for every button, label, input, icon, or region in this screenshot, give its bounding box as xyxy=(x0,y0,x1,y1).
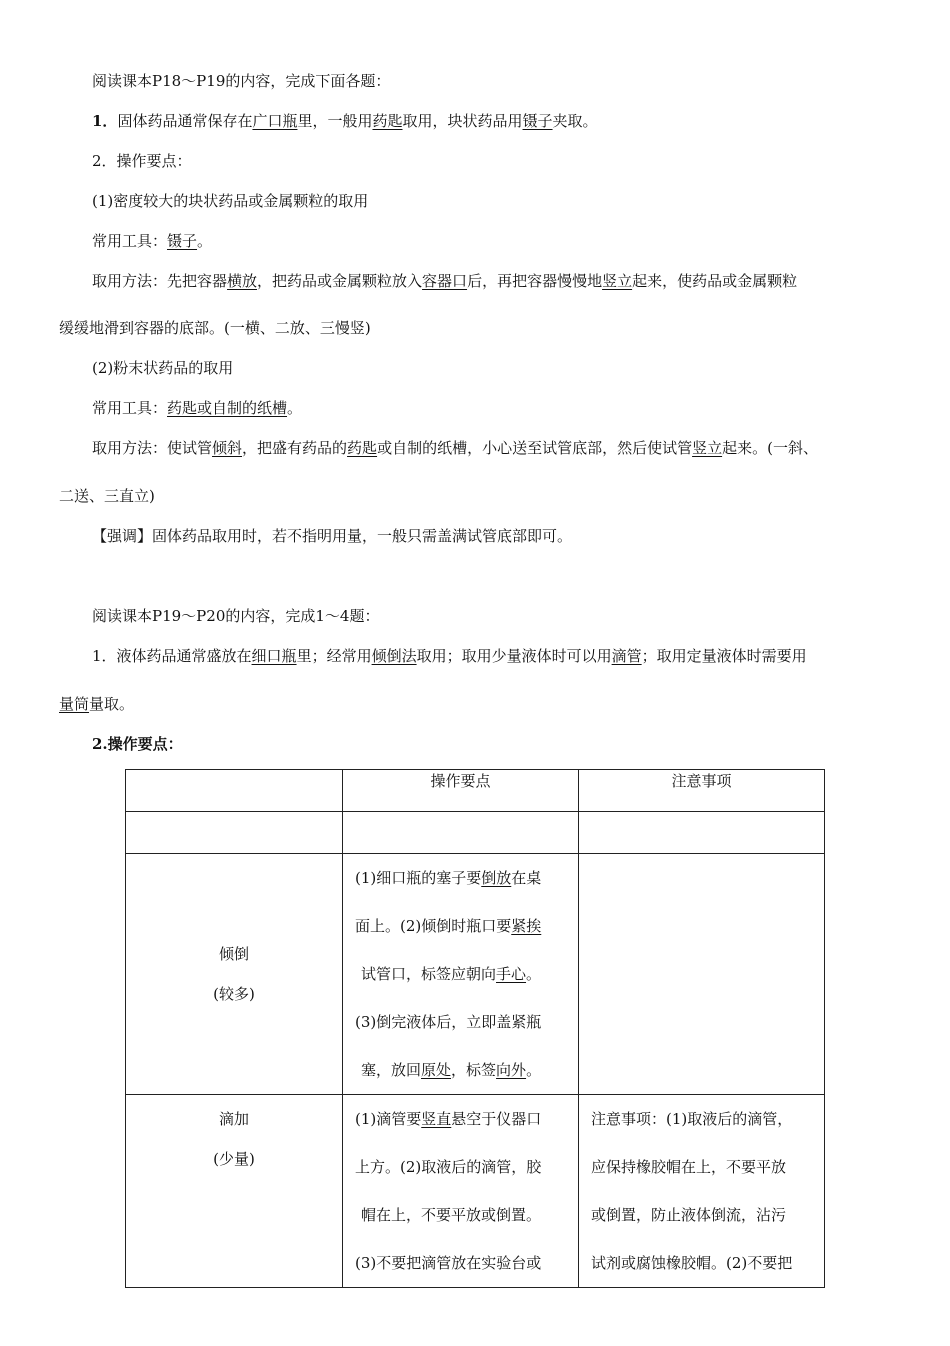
row-sublabel: (较多) xyxy=(213,985,255,1003)
answer-blank: 量筒 xyxy=(59,695,90,713)
cell-line: (3)不要把滴管放在实验台或 xyxy=(355,1254,542,1272)
q-text: 里；经常用 xyxy=(296,647,372,665)
cell-line: 注意事项：(1)取液后的滴管， xyxy=(591,1110,793,1128)
table-empty-row xyxy=(126,812,825,854)
sub1-method-cont: 缓缓地滑到容器的底部。(一横、二放、三慢竖) xyxy=(59,319,371,337)
section2-q1-cont xyxy=(59,694,134,714)
sub2-title: (2)粉末状药品的取用 xyxy=(92,359,234,377)
table-row-pour xyxy=(126,854,825,1095)
row-label-cell xyxy=(126,1095,343,1288)
operations-table xyxy=(125,769,825,1288)
row-label-cell xyxy=(126,854,343,1095)
sub1-title: (1)密度较大的块状药品或金属颗粒的取用 xyxy=(92,192,369,210)
answer-blank: 药匙 xyxy=(347,439,378,457)
notes-cell xyxy=(579,1095,825,1288)
cell-line: 塞，放回原处，标签向外。 xyxy=(361,1061,542,1079)
answer-blank: 向外 xyxy=(496,1061,527,1079)
answer-blank: 倾倒法 xyxy=(371,647,417,665)
q-text: 量取。 xyxy=(89,695,135,713)
sub2-method-cont: 二送、三直立) xyxy=(59,487,155,505)
empty-cell xyxy=(579,812,825,854)
q1-number: 1． xyxy=(92,112,118,130)
table-header-row xyxy=(126,770,825,812)
header-cell: 操作要点 xyxy=(343,770,579,812)
answer-blank: 容器口 xyxy=(422,272,468,290)
header-cell: 注意事项 xyxy=(579,770,825,812)
notes-cell xyxy=(579,854,825,1095)
empty-cell xyxy=(343,812,579,854)
section2-intro: 阅读课本P19～P20的内容，完成1～4题： xyxy=(92,607,380,625)
q-text: ；取用定量液体时需要用 xyxy=(641,647,807,665)
q-text: 取用；取用少量液体时可以用 xyxy=(416,647,612,665)
method-text: 后，再把容器慢慢地 xyxy=(467,272,603,290)
answer-blank: 横放 xyxy=(227,272,258,290)
operation-points-cell xyxy=(343,854,579,1095)
row-sublabel: (少量) xyxy=(213,1150,255,1168)
section1-q1 xyxy=(92,111,598,131)
answer-blank: 手心 xyxy=(496,965,527,983)
table-row-drop xyxy=(126,1095,825,1288)
operation-points-cell xyxy=(343,1095,579,1288)
sub1-tools xyxy=(92,231,212,251)
answer-blank: 倒放 xyxy=(481,869,512,887)
method-text: 或自制的纸槽，小心送至试管底部，然后使试管 xyxy=(377,439,693,457)
answer-blank: 药匙 xyxy=(372,112,403,130)
method-text: 起来，使药品或金属颗粒 xyxy=(632,272,798,290)
cell-line: (3)倒完液体后，立即盖紧瓶 xyxy=(355,1013,542,1031)
cell-line: 上方。(2)取液后的滴管，胶 xyxy=(355,1158,542,1176)
empty-cell xyxy=(126,812,343,854)
section2-q2-title: 2.操作要点： xyxy=(92,735,183,753)
cell-line: (1)滴管要竖直悬空于仪器口 xyxy=(355,1110,542,1128)
cell-line: 应保持橡胶帽在上，不要平放 xyxy=(591,1158,787,1176)
answer-blank: 竖立 xyxy=(602,272,633,290)
cell-line: 试管口，标签应朝向手心。 xyxy=(361,965,542,983)
tool-label: 常用工具： xyxy=(92,232,168,250)
answer-blank: 镊子 xyxy=(167,232,198,250)
cell-line: 试剂或腐蚀橡胶帽。(2)不要把 xyxy=(591,1254,793,1272)
answer-blank: 竖立 xyxy=(692,439,723,457)
answer-blank: 滴管 xyxy=(611,647,642,665)
q1-text-3: 取用，块状药品用 xyxy=(402,112,523,130)
answer-blank: 广口瓶 xyxy=(252,112,298,130)
sub2-method xyxy=(92,438,818,458)
sub1-method xyxy=(92,271,797,291)
row-label: 倾倒 xyxy=(218,945,249,963)
answer-blank: 竖直 xyxy=(421,1110,452,1128)
answer-blank: 细口瓶 xyxy=(251,647,297,665)
q1-text-4: 夹取。 xyxy=(552,112,598,130)
answer-blank: 倾斜 xyxy=(212,439,243,457)
method-text: ，把盛有药品的 xyxy=(242,439,348,457)
row-label: 滴加 xyxy=(218,1110,249,1128)
method-text: 起来。(一斜、 xyxy=(722,439,818,457)
section1-q2-title: 2．操作要点： xyxy=(92,152,192,170)
cell-line: (1)细口瓶的塞子要倒放在桌 xyxy=(355,869,542,887)
cell-line: 帽在上，不要平放或倒置。 xyxy=(361,1206,542,1224)
method-text: 取用方法：使试管 xyxy=(92,439,213,457)
q1-text-2: 里，一般用 xyxy=(297,112,373,130)
method-text: 取用方法：先把容器 xyxy=(92,272,228,290)
q1-text-1: 固体药品通常保存在 xyxy=(117,112,253,130)
sub2-tools xyxy=(92,398,302,418)
cell-line: 面上。(2)倾倒时瓶口要紧挨 xyxy=(355,917,542,935)
method-text: ，把药品或金属颗粒放入 xyxy=(257,272,423,290)
tool-label: 常用工具： xyxy=(92,399,168,417)
answer-blank: 紧挨 xyxy=(511,917,542,935)
tool-end: 。 xyxy=(197,232,213,250)
answer-blank: 镊子 xyxy=(522,112,553,130)
answer-blank: 原处 xyxy=(421,1061,452,1079)
section1-intro: 阅读课本P18～P19的内容，完成下面各题： xyxy=(92,72,391,90)
tool-end: 。 xyxy=(287,399,303,417)
q-text: 1．液体药品通常盛放在 xyxy=(92,647,252,665)
cell-line: 或倒置，防止液体倒流，沾污 xyxy=(591,1206,787,1224)
section2-q1 xyxy=(92,646,807,666)
emphasis-note: 【强调】固体药品取用时，若不指明用量，一般只需盖满试管底部即可。 xyxy=(92,527,573,545)
answer-blank: 药匙或自制的纸槽 xyxy=(167,399,288,417)
header-cell xyxy=(126,770,343,812)
